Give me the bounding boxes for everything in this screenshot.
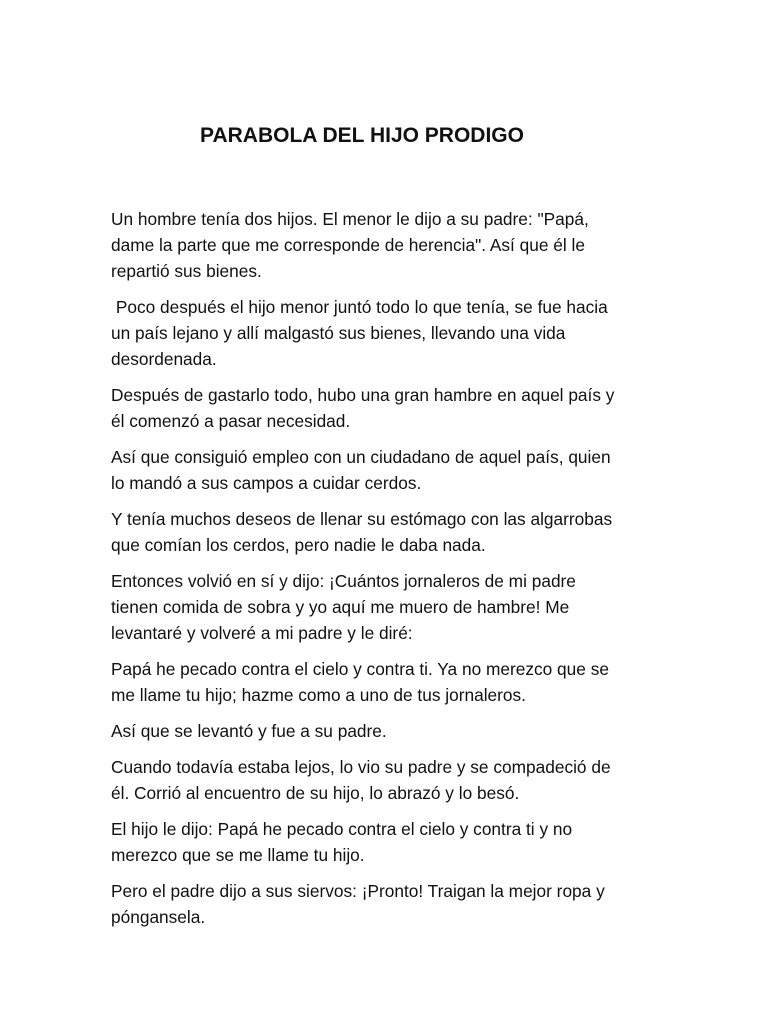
paragraph-7: Papá he pecado contra el cielo y contra ti. Ya no merezco que se me llame tu hijo; hazme como a uno de tus jornaleros.	[111, 659, 609, 705]
paragraph-9: Cuando todavía estaba lejos, lo vio su padre y se compadeció de él. Corrió al encuentro de su hijo, lo abrazó y lo besó.	[111, 757, 611, 803]
paragraph-5: Y tenía muchos deseos de llenar su estómago con las algarrobas que comían los cerdos, pero nadie le daba nada.	[111, 509, 613, 555]
paragraph-3: Después de gastarlo todo, hubo una gran hambre en aquel país y él comenzó a pasar necesidad.	[111, 385, 615, 431]
document-title: PARABOLA DEL HIJO PRODIGO	[200, 124, 524, 147]
paragraph-2: Poco después el hijo menor juntó todo lo que tenía, se fue hacia un país lejano y allí malgastó sus bienes, llevando una vida desordenada.	[111, 297, 608, 369]
paragraph-11: Pero el padre dijo a sus siervos: ¡Pronto! Traigan la mejor ropa y póngansela.	[111, 881, 605, 927]
paragraph-6: Entonces volvió en sí y dijo: ¡Cuántos jornaleros de mi padre tienen comida de sobra y yo aquí me muero de hambre! Me levantaré y volveré a mi padre y le diré:	[111, 571, 576, 643]
paragraph-1: Un hombre tenía dos hijos. El menor le dijo a su padre: "Papá, dame la parte que me corresponde de herencia". Así que él le repartió sus bienes.	[111, 209, 589, 281]
document-body	[111, 206, 671, 940]
paragraph-10: El hijo le dijo: Papá he pecado contra el cielo y contra ti y no merezco que se me llame tu hijo.	[111, 819, 573, 865]
paragraph-8: Así que se levantó y fue a su padre.	[111, 721, 387, 741]
paragraph-4: Así que consiguió empleo con un ciudadano de aquel país, quien lo mandó a sus campos a cuidar cerdos.	[111, 447, 611, 493]
